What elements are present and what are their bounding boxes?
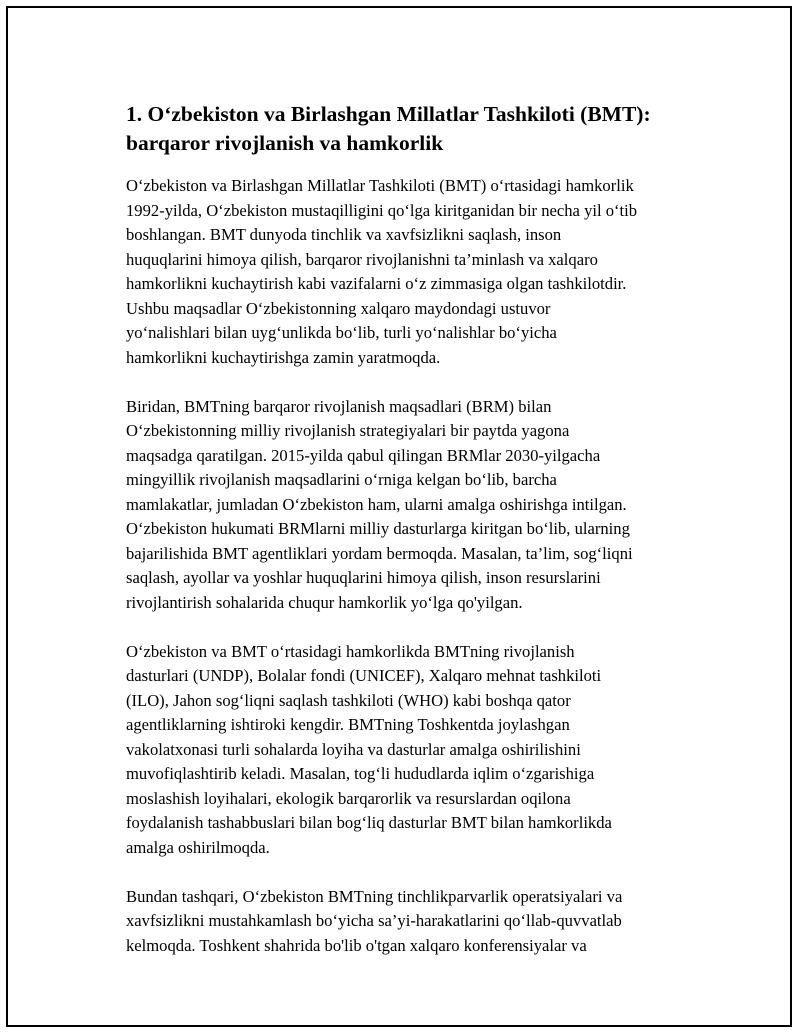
page-frame — [6, 6, 792, 1027]
paragraph-4: Bundan tashqari, O‘zbekiston BMTning tinchlikparvarlik operatsiyalari va xavfsizlikni mustahkamlash bo‘yicha sa’yi-harakatlarini qo‘llab-quvvatlab kelmoqda. Toshkent shahrida bo'lib o'tgan xalqaro konferensiyalar va — [126, 886, 623, 955]
paragraph-2: Biridan, BMTning barqaror rivojlanish maqsadlari (BRM) bilan O‘zbekistonning milliy rivojlanish strategiyalari bir paytda yagona maqsadga qaratilgan. 2015-yilda qabul qilingan BRMlar 2030-yilgacha mingyillik rivojlanish maqsadlarini o‘rniga kelgan bo‘lib, barcha mamlakatlar, jumladan O‘zbekiston ham, ularni amalga oshirishga intilgan. O‘zbekiston hukumati BRMlarni milliy dasturlarga kiritgan bo‘lib, ularning bajarilishida BMT agentliklari yordam bermoqda. Masalan, ta’lim, sog‘liqni saqlash, ayollar va yoshlar huquqlarini himoya qilish, inson resurslarini rivojlantirish sohalarida chuqur hamkorlik yo‘lga qo'yilgan. — [126, 396, 633, 612]
section-heading: 1. O‘zbekiston va Birlashgan Millatlar Tashkiloti (BMT): barqaror rivojlanish va hamkorlik — [126, 102, 651, 155]
paragraph-1: O‘zbekiston va Birlashgan Millatlar Tashkiloti (BMT) o‘rtasidagi hamkorlik 1992-yilda, O‘zbekiston mustaqilligini qo‘lga kiritganidan bir necha yil o‘tib boshlangan. BMT dunyoda tinchlik va xavfsizlikni saqlash, inson huquqlarini himoya qilish, barqaror rivojlanishni ta’minlash va xalqaro hamkorlikni kuchaytirish kabi vazifalarni o‘z zimmasiga olgan tashkilotdir. Ushbu maqsadlar O‘zbekistonning xalqaro maydondagi ustuvor yo‘nalishlari bilan uyg‘unlikda bo‘lib, turli yo‘nalishlar bo‘yicha hamkorlikni kuchaytirishga zamin yaratmoqda. — [126, 176, 638, 367]
document-body — [126, 100, 696, 983]
paragraph-3: O‘zbekiston va BMT o‘rtasidagi hamkorlikda BMTning rivojlanish dasturlari (UNDP), Bolalar fondi (UNICEF), Xalqaro mehnat tashkiloti (ILO), Jahon sog‘liqni saqlash tashkiloti (WHO) kabi boshqa qator agentliklarning ishtiroki kengdir. BMTning Toshkentda joylashgan vakolatxonasi turli sohalarda loyiha va dasturlar amalga oshirilishini muvofiqlashtirib keladi. Masalan, tog‘li hududlarda iqlim o‘zgarishiga moslashish loyihalari, ekologik barqarorlik va resurslardan oqilona foydalanish tashabbuslari bilan bog‘liq dasturlar BMT bilan hamkorlikda amalga oshirilmoqda. — [126, 641, 612, 857]
